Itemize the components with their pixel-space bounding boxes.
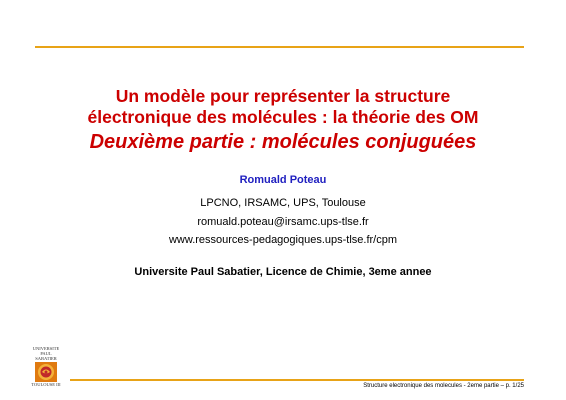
logo-text-3: SABATIER xyxy=(35,356,57,361)
title-line-1: Un modèle pour représenter la structure xyxy=(115,86,451,106)
sun-emblem-icon xyxy=(35,362,57,382)
logo-text-2: PAUL xyxy=(40,351,52,356)
logo-text-4: TOULOUSE III xyxy=(31,382,61,387)
subtitle: Deuxième partie : molécules conjuguées xyxy=(89,131,477,153)
title-block xyxy=(0,86,566,155)
title-line-2: électronique des molécules : la théorie des OM xyxy=(87,107,479,127)
top-rule xyxy=(35,46,524,48)
affiliation: LPCNO, IRSAMC, UPS, Toulouse xyxy=(200,197,366,209)
footer-page-info: Structure electronique des molecules - 2eme partie – p. 1/25 xyxy=(363,383,524,389)
university-course: Universite Paul Sabatier, Licence de Chimie, 3eme annee xyxy=(134,266,432,278)
website-url: www.ressources-pedagogiques.ups-tlse.fr/cpm xyxy=(168,234,398,246)
email-address: romuald.poteau@irsamc.ups-tlse.fr xyxy=(197,216,369,228)
logo-text-1: UNIVERSITE xyxy=(32,346,60,351)
author-name: Romuald Poteau xyxy=(239,174,327,186)
university-logo xyxy=(30,346,62,398)
bottom-rule xyxy=(70,379,524,381)
